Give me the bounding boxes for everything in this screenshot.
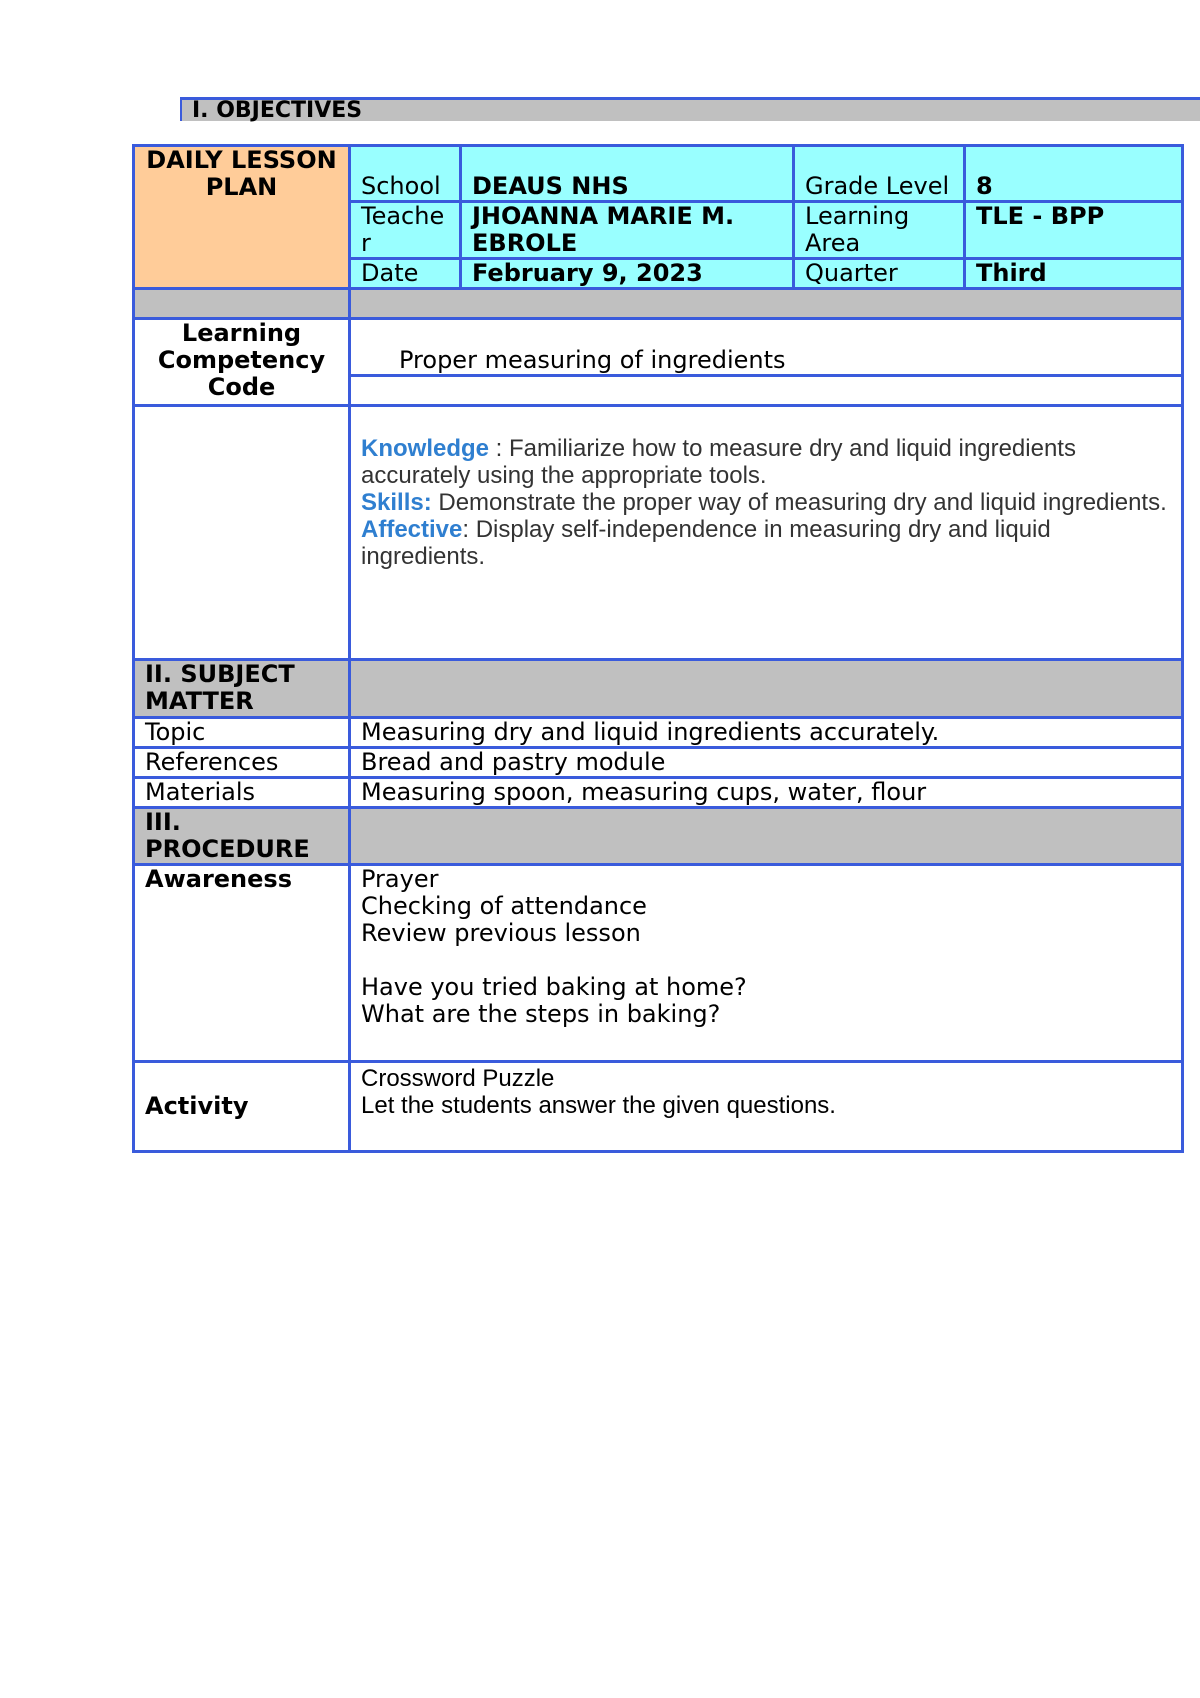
learning-area-label: Learning Area — [794, 202, 965, 259]
materials-value: Measuring spoon, measuring cups, water, flour — [350, 778, 1183, 808]
date-value: February 9, 2023 — [461, 259, 794, 289]
affective-label: Affective — [361, 516, 463, 543]
awareness-line: Prayer — [361, 865, 439, 893]
quarter-value: Third — [965, 259, 1183, 289]
awareness-line: What are the steps in baking? — [361, 1000, 721, 1028]
spacer-row-right — [350, 289, 1183, 319]
skills-label: Skills: — [361, 489, 432, 516]
objectives-label-cell — [134, 406, 350, 660]
school-label: School — [350, 146, 461, 202]
awareness-cell — [350, 865, 1183, 1062]
lesson-plan-table — [132, 144, 1184, 1153]
references-label: References — [134, 748, 350, 778]
references-value: Bread and pastry module — [350, 748, 1183, 778]
objective-knowledge — [361, 435, 1171, 489]
awareness-line: Have you tried baking at home? — [361, 973, 747, 1001]
learning-area-value: TLE - BPP — [965, 202, 1183, 259]
school-value: DEAUS NHS — [461, 146, 794, 202]
teacher-label: Teacher — [350, 202, 461, 259]
activity-cell — [350, 1062, 1183, 1152]
grade-level-label: Grade Level — [794, 146, 965, 202]
materials-label: Materials — [134, 778, 350, 808]
affective-text: : Display self-independence in measuring dry and liquid ingredients. — [361, 516, 1051, 570]
awareness-line: Checking of attendance — [361, 892, 647, 920]
topic-value: Measuring dry and liquid ingredients accurately. — [350, 718, 1183, 748]
teacher-value: JHOANNA MARIE M. EBROLE — [461, 202, 794, 259]
skills-text: Demonstrate the proper way of measuring dry and liquid ingredients. — [431, 489, 1167, 516]
objective-affective — [361, 516, 1171, 570]
procedure-heading: III. PROCEDURE — [134, 808, 350, 865]
objectives-cell — [350, 406, 1183, 660]
activity-line: Crossword Puzzle — [361, 1065, 555, 1092]
objective-skills — [361, 489, 1171, 516]
procedure-heading-fill — [350, 808, 1183, 865]
learning-competency-label: Learning Competency Code — [134, 319, 350, 406]
daily-lesson-plan-label: DAILY LESSON PLAN — [134, 146, 350, 289]
subject-matter-heading: II. SUBJECT MATTER — [134, 660, 350, 718]
spacer-row-left — [134, 289, 350, 319]
learning-competency-value: Proper measuring of ingredients — [350, 319, 1183, 376]
quarter-label: Quarter — [794, 259, 965, 289]
subject-matter-heading-fill — [350, 660, 1183, 718]
topic-label: Topic — [134, 718, 350, 748]
grade-level-value: 8 — [965, 146, 1183, 202]
section-title-objectives: I. OBJECTIVES — [180, 97, 1200, 121]
knowledge-text: : Familiarize how to measure dry and liquid ingredients accurately using the appropriate tools. — [361, 435, 1076, 489]
activity-label: Activity — [134, 1062, 350, 1152]
date-label: Date — [350, 259, 461, 289]
knowledge-label: Knowledge — [361, 435, 490, 462]
awareness-gap — [361, 947, 1171, 974]
competency-code-value — [350, 376, 1183, 406]
awareness-label: Awareness — [134, 865, 350, 1062]
activity-line: Let the students answer the given questions. — [361, 1092, 836, 1119]
awareness-line: Review previous lesson — [361, 919, 641, 947]
